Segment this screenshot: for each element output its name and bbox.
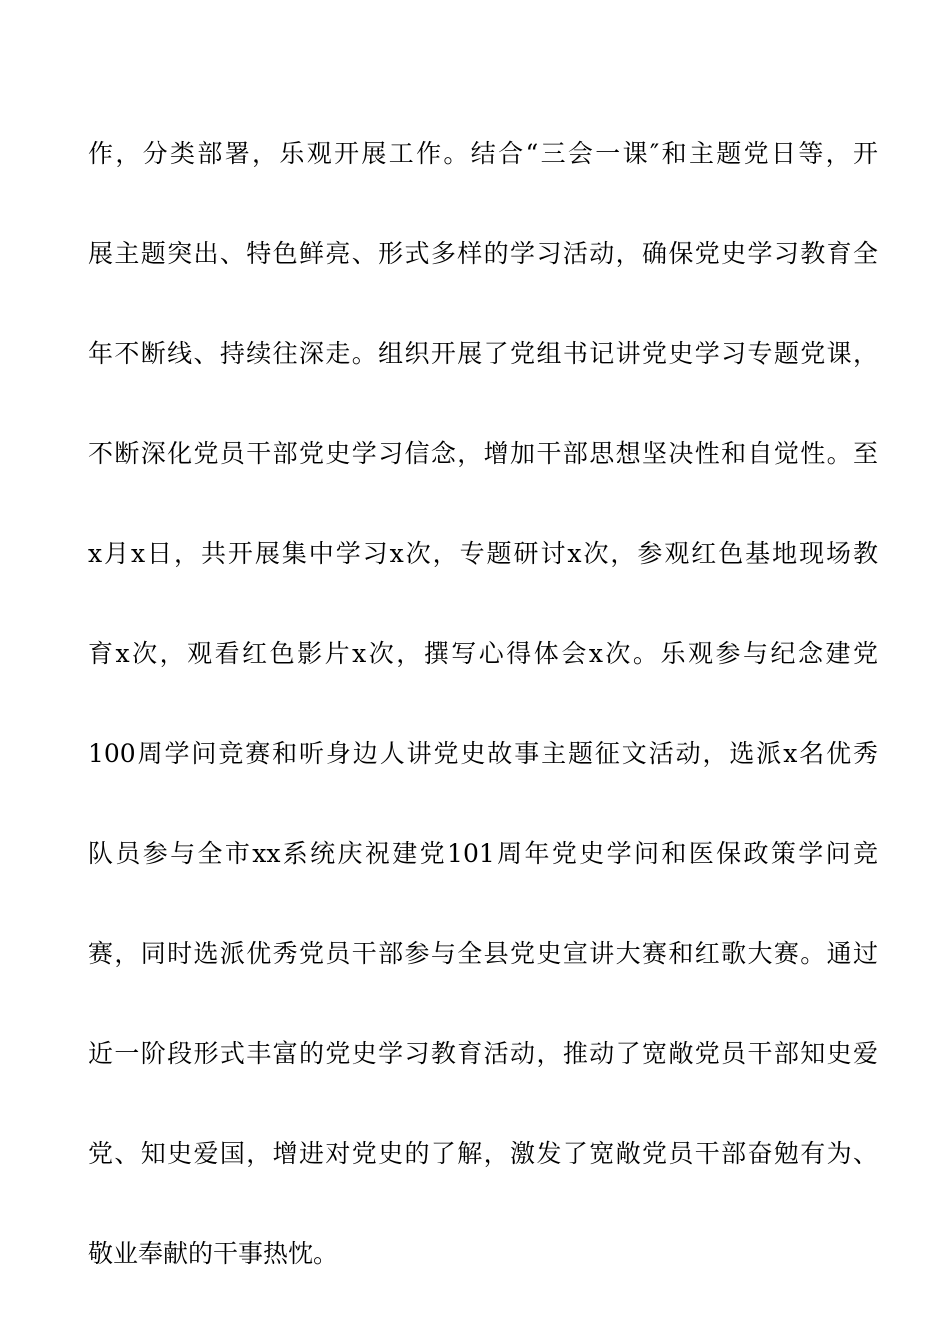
- text-line: 队员参与全市xx系统庆祝建党101周年党史学问和医保政策学问竞: [88, 839, 878, 868]
- text-line: 年不断线、持续往深走。组织开展了党组书记讲党史学习专题党课，: [88, 339, 878, 368]
- text-line: 敬业奉献的干事热忱。: [88, 1239, 339, 1268]
- text-line: 展主题突出、特色鲜亮、形式多样的学习活动，确保党史学习教育全: [88, 239, 878, 268]
- text-line: 作，分类部署，乐观开展工作。结合“三会一课″和主题党日等，开: [88, 139, 878, 168]
- text-line: 不断深化党员干部党史学习信念，增加干部思想坚决性和自觉性。至: [88, 439, 878, 468]
- text-line: 近一阶段形式丰富的党史学习教育活动，推动了宽敞党员干部知史爱: [88, 1039, 878, 1068]
- text-line: x月x日，共开展集中学习x次，专题研讨x次，参观红色基地现场教: [88, 539, 878, 568]
- text-line: 育x次，观看红色影片x次，撰写心得体会x次。乐观参与纪念建党: [88, 639, 878, 668]
- text-line: 100周学问竞赛和听身边人讲党史故事主题征文活动，选派x名优秀: [88, 739, 878, 768]
- text-line: 赛，同时选派优秀党员干部参与全县党史宣讲大赛和红歌大赛。通过: [88, 939, 878, 968]
- body-paragraph: [88, 128, 878, 1328]
- text-line: 党、知史爱国，增进对党史的了解，激发了宽敞党员干部奋勉有为、: [88, 1139, 878, 1168]
